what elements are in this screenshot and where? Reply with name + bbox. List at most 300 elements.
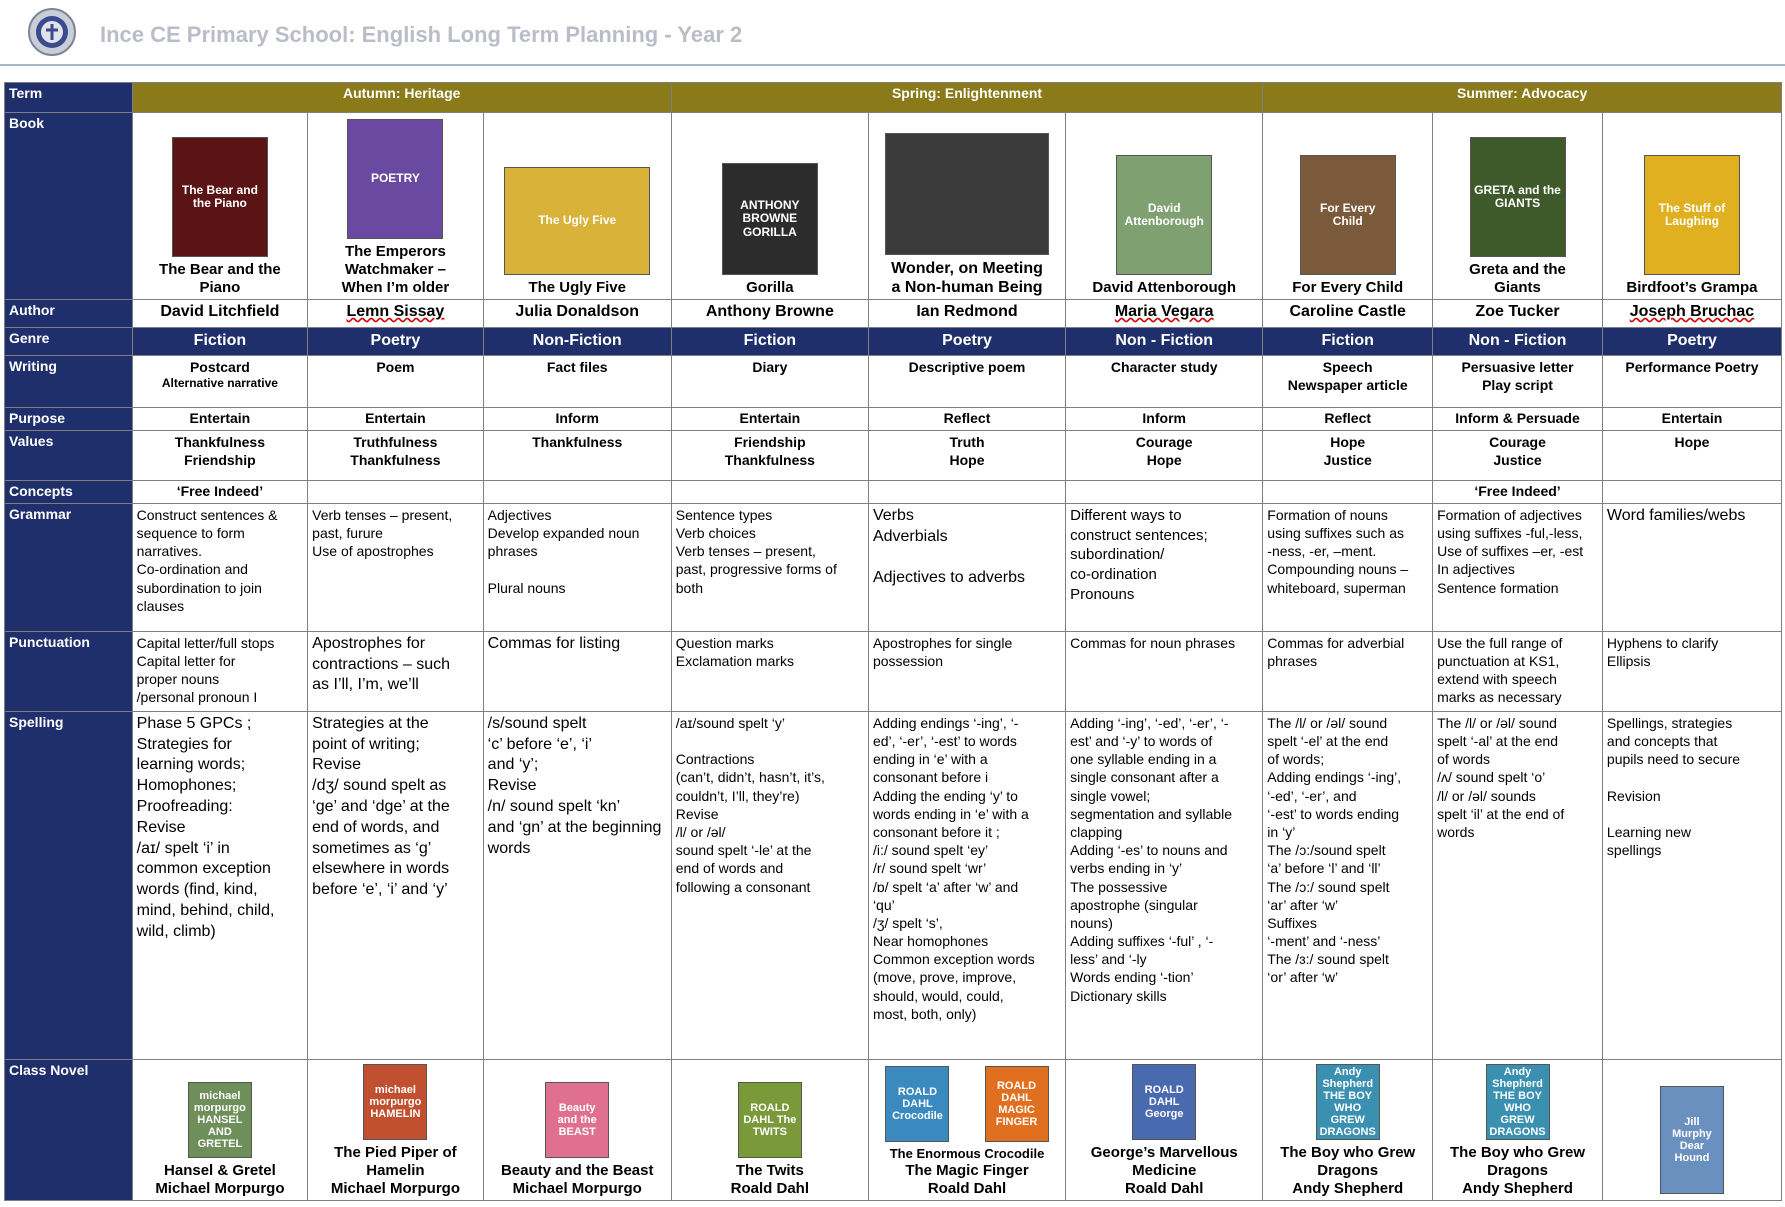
spelling-item: single consonant after a [1070, 769, 1219, 786]
spelling-item: ‘qu’ [872, 896, 895, 913]
novel-cover-text: ROALD DAHL George [1144, 1083, 1184, 1120]
spelling-item: Dictionary skills [1070, 987, 1167, 1004]
writing-item: Performance Poetry [1625, 359, 1759, 375]
value-item: Courage [1135, 433, 1193, 450]
writing-item: Diary [752, 359, 788, 375]
author-cell [1433, 300, 1603, 328]
grammar-item: past, furure [312, 525, 383, 541]
grammar-cell [1066, 503, 1263, 631]
punctuation-item: as I’ll, I’m, we’ll [312, 676, 419, 694]
spelling-item: of words [1437, 751, 1491, 768]
row-label-spelling: Spelling [5, 711, 133, 1059]
spelling-item: Common exception words [872, 951, 1035, 968]
novel-title: Beauty and the Beast [500, 1161, 654, 1179]
novel-cover-text: michael morpurgo HAMELIN [369, 1083, 422, 1120]
values-cell [1433, 430, 1603, 480]
spelling-item: Revise [675, 805, 719, 822]
spelling-item: /ɒ/ spelt ‘a’ after ‘w’ and [872, 878, 1019, 895]
grammar-item: Construct sentences & [136, 506, 278, 523]
spelling-item: (can’t, didn’t, hasn’t, it’s, [675, 769, 825, 786]
value-item: Justice [1493, 452, 1542, 469]
grammar-cell [132, 503, 308, 631]
novel-title: Michael Morpurgo [330, 1179, 460, 1197]
writing-cell [132, 356, 308, 408]
spelling-item: ‘ge’ and ‘dge’ at the [312, 798, 450, 815]
book-cell [132, 113, 308, 300]
author-name: Zoe Tucker [1475, 303, 1560, 320]
punctuation-item: Exclamation marks [675, 653, 795, 669]
concepts-cell [1263, 480, 1433, 503]
spelling-item: consonant before i [872, 769, 989, 786]
value-item: Truth [949, 433, 985, 450]
spelling-item: Revise [312, 756, 362, 774]
spelling-item: The /ɔ:/ sound spelt [1267, 878, 1390, 895]
purpose-cell: Inform [1066, 408, 1263, 431]
grammar-item: Formation of adjectives [1437, 506, 1582, 523]
book-cover-text: The Stuff of Laughing [1658, 200, 1726, 228]
punctuation-item: phrases [1267, 653, 1318, 669]
punctuation-item: Apostrophes for single [872, 634, 1013, 651]
spelling-item: The /ɔ:/sound spelt [1267, 842, 1386, 859]
values-cell [483, 430, 671, 480]
writing-cell [1602, 356, 1781, 408]
grammar-item: both [675, 579, 704, 596]
punctuation-item: Capital letter/full stops [136, 634, 275, 651]
novel-cover-image [545, 1082, 609, 1158]
genre-cell: Fiction [671, 328, 868, 356]
grammar-item: Pronouns [1070, 586, 1135, 603]
writing-item: Speech [1322, 359, 1373, 375]
writing-item: Postcard [189, 359, 250, 375]
punctuation-item: Question marks [675, 634, 774, 651]
book-title: When I’m older [341, 279, 450, 296]
purpose-cell: Entertain [132, 408, 308, 431]
punctuation-item: Commas for noun phrases [1070, 634, 1236, 651]
punctuation-item: Commas for listing [487, 634, 621, 652]
punctuation-cell [308, 631, 484, 711]
grammar-item: whiteboard, superman [1267, 579, 1406, 596]
writing-item: Play script [1482, 377, 1553, 394]
author-name: Joseph Bruchac [1629, 303, 1755, 320]
grammar-item: sequence to form [136, 525, 245, 541]
writing-cell [868, 356, 1065, 408]
writing-item: Fact files [546, 359, 608, 375]
spelling-item: Adding endings ‘-ing’, ‘- [872, 714, 1019, 731]
novel-title: Roald Dahl [927, 1179, 1007, 1197]
row-label-term: Term [5, 83, 133, 113]
spelling-item: elsewhere in words [312, 860, 450, 878]
row-label-concepts: Concepts [5, 480, 133, 503]
book-cell [868, 113, 1065, 300]
grammar-cell [671, 503, 868, 631]
punctuation-item: punctuation at KS1, [1437, 653, 1560, 669]
author-name: Anthony Browne [705, 303, 834, 320]
novel-cover-image [885, 1066, 949, 1142]
novel-cover-image [985, 1066, 1049, 1142]
concepts-cell: ‘Free Indeed’ [1433, 480, 1603, 503]
grammar-cell [308, 503, 484, 631]
author-cell [1066, 300, 1263, 328]
grammar-item: In adjectives [1437, 561, 1515, 578]
book-cover-image [347, 119, 443, 239]
grammar-item [488, 560, 667, 578]
spelling-item: /l/ or /əl/ sounds [1437, 787, 1536, 804]
grammar-item: subordination to join [136, 579, 262, 596]
class-novel-cell [671, 1059, 868, 1200]
spelling-item [676, 732, 864, 750]
concepts-cell [308, 480, 484, 503]
writing-item: Poem [376, 359, 415, 375]
writing-item: Descriptive poem [908, 359, 1026, 375]
row-label-writing: Writing [5, 356, 133, 408]
grammar-item: clauses [136, 597, 185, 614]
spelling-item: /ʒ/ spelt ‘s’, [872, 914, 943, 931]
spelling-item: ‘-ed’, ‘-er’, and [1267, 787, 1357, 804]
book-cell [1433, 113, 1603, 300]
book-cell [308, 113, 484, 300]
spelling-item: Homophones; [136, 777, 237, 795]
book-title: Greta and the [1469, 261, 1566, 278]
punctuation-item: proper nouns [136, 671, 220, 688]
novel-title: Roald Dahl [730, 1179, 810, 1197]
value-item: Hope [949, 452, 985, 469]
novel-title: Andy Shepherd [1292, 1179, 1404, 1197]
writing-cell [1066, 356, 1263, 408]
novel-title: The Magic Finger [905, 1161, 1029, 1179]
writing-cell [308, 356, 484, 408]
grammar-item: Verb tenses – present, [675, 543, 816, 560]
spelling-item: ‘ar’ after ‘w’ [1267, 896, 1339, 913]
genre-cell: Non - Fiction [1433, 328, 1603, 356]
book-title: The Emperors [344, 243, 446, 260]
grammar-item: Co-ordination and [136, 561, 248, 578]
novel-title: The Boy who Grew [1450, 1143, 1586, 1161]
value-item: Courage [1489, 433, 1546, 450]
spelling-item: and concepts that [1606, 733, 1718, 749]
purpose-cell: Reflect [1263, 408, 1433, 431]
punctuation-cell [671, 631, 868, 711]
grammar-item: Use of suffixes –er, -est [1437, 543, 1584, 560]
grammar-item [873, 547, 1061, 568]
punctuation-cell [1066, 631, 1263, 711]
author-cell [671, 300, 868, 328]
book-cell [1066, 113, 1263, 300]
grammar-item: -ness, -er, –ment. [1267, 543, 1377, 560]
purpose-cell: Inform & Persuade [1433, 408, 1603, 431]
term-header: Autumn: Heritage [132, 83, 671, 113]
book-cell [671, 113, 868, 300]
spelling-item: following a consonant [675, 878, 811, 895]
spelling-item: words [487, 839, 531, 857]
book-cover-text: ANTHONY BROWNE GORILLA [740, 198, 800, 239]
spelling-item: verbs ending in ‘y’ [1070, 860, 1183, 877]
spelling-item: learning words; [136, 756, 246, 774]
book-title: The Ugly Five [528, 279, 626, 296]
class-novel-cell [1602, 1059, 1781, 1200]
grammar-item: construct sentences; [1070, 526, 1208, 544]
novel-cover-image [1132, 1064, 1196, 1140]
spelling-item: spelt ‘-al’ at the end [1437, 733, 1558, 749]
spelling-cell [1066, 711, 1263, 1059]
novel-cover-text: Beauty and the BEAST [557, 1101, 597, 1138]
punctuation-cell [132, 631, 308, 711]
book-cover-text: David Attenborough [1124, 200, 1204, 228]
genre-cell: Fiction [1263, 328, 1433, 356]
book-cover-text: For Every Child [1320, 200, 1376, 228]
novel-cover-image [188, 1082, 252, 1158]
book-title: Watchmaker – [344, 261, 446, 278]
grammar-item: Adverbials [872, 527, 948, 545]
spelling-item: words ending in ‘e’ with a [872, 805, 1029, 822]
grammar-item: Verb tenses – present, [312, 506, 453, 523]
punctuation-cell [483, 631, 671, 711]
spelling-item: ending in ‘e’ with a [872, 751, 988, 768]
class-novel-cell [1066, 1059, 1263, 1200]
punctuation-item: /personal pronoun I [136, 689, 258, 706]
punctuation-cell [1433, 631, 1603, 711]
purpose-cell: Reflect [868, 408, 1065, 431]
spelling-item: clapping [1070, 823, 1123, 840]
class-novel-cell [868, 1059, 1065, 1200]
value-item: Thankfulness [724, 452, 815, 469]
spelling-item: and ‘y’; [487, 756, 539, 774]
spelling-item: The /ɜ:/ sound spelt [1267, 951, 1389, 968]
spelling-item: and ‘gn’ at the beginning [487, 818, 662, 836]
book-title: David Attenborough [1092, 279, 1236, 296]
concepts-cell [868, 480, 1065, 503]
spelling-item: /aɪ/sound spelt ‘y’ [675, 714, 786, 731]
novel-title: Hansel & Gretel [164, 1161, 276, 1179]
novel-cover-text: ROALD DAHL MAGIC FINGER [995, 1080, 1038, 1129]
values-cell [1602, 430, 1781, 480]
spelling-cell [671, 711, 868, 1059]
punctuation-item: Capital letter for [136, 653, 236, 669]
grammar-item: Plural nouns [487, 579, 566, 596]
values-cell [1066, 430, 1263, 480]
spelling-item: /s/sound spelt [487, 714, 587, 732]
grammar-item: Verbs [872, 506, 914, 524]
purpose-cell: Entertain [1602, 408, 1781, 431]
author-cell [1602, 300, 1781, 328]
writing-item: Character study [1110, 359, 1218, 375]
concepts-cell [671, 480, 868, 503]
spelling-item: mind, behind, child, [136, 901, 275, 919]
spelling-item: Suffixes [1267, 914, 1317, 931]
value-item: Thankfulness [174, 433, 266, 450]
genre-cell: Poetry [1602, 328, 1781, 356]
spelling-cell [1263, 711, 1433, 1059]
grammar-cell [483, 503, 671, 631]
spelling-item: Adding ‘-es’ to nouns and [1070, 842, 1228, 859]
spelling-cell [308, 711, 484, 1059]
book-title: a Non-human Being [891, 278, 1043, 296]
spelling-item: sound spelt ‘-le’ at the [675, 842, 812, 859]
school-crest-icon [28, 8, 76, 56]
values-cell [132, 430, 308, 480]
spelling-item: Strategies for [136, 735, 232, 753]
spelling-cell [868, 711, 1065, 1059]
novel-title: The Pied Piper of [334, 1143, 457, 1161]
book-cover-image [504, 167, 650, 275]
spelling-item: Proofreading: [136, 798, 233, 815]
spelling-item: most, both, only) [872, 1005, 977, 1022]
writing-cell [1433, 356, 1603, 408]
grammar-item: Use of apostrophes [312, 543, 434, 560]
page-header [0, 0, 1785, 64]
grammar-cell [868, 503, 1065, 631]
punctuation-item: marks as necessary [1437, 689, 1562, 706]
row-label-genre: Genre [5, 328, 133, 356]
spelling-item: /l/ or /əl/ [675, 823, 726, 840]
book-title: The Bear and the [159, 261, 281, 278]
author-name: Ian Redmond [916, 303, 1018, 320]
book-cover-image [172, 137, 268, 257]
punctuation-item: Apostrophes for [312, 634, 426, 652]
punctuation-item: Hyphens to clarify [1606, 634, 1719, 651]
author-cell [868, 300, 1065, 328]
spelling-item: Revise [136, 818, 186, 836]
author-name: Julia Donaldson [515, 303, 639, 320]
row-label-grammar: Grammar [5, 503, 133, 631]
book-cover-image [1300, 155, 1396, 275]
spelling-item: ‘-est’ to words ending [1267, 805, 1400, 822]
spelling-item: ‘a’ before ‘l’ and ‘ll’ [1267, 860, 1381, 877]
grammar-cell [1602, 503, 1781, 631]
purpose-cell: Entertain [308, 408, 484, 431]
novel-title: Medicine [1132, 1161, 1197, 1179]
row-label-author: Author [5, 300, 133, 328]
spelling-item: The /l/ or /əl/ sound [1437, 714, 1557, 731]
grammar-item: Adjectives to adverbs [872, 569, 1026, 587]
spelling-cell [483, 711, 671, 1059]
class-novel-cell [308, 1059, 484, 1200]
writing-item: Alternative narrative [161, 376, 278, 391]
novel-cover-text: ROALD DAHL Crocodile [892, 1086, 943, 1123]
book-title: Gorilla [746, 279, 794, 296]
term-header: Summer: Advocacy [1263, 83, 1782, 113]
concepts-cell: ‘Free Indeed’ [132, 480, 308, 503]
spelling-cell [132, 711, 308, 1059]
spelling-item: pupils need to secure [1606, 751, 1741, 768]
genre-cell: Non - Fiction [1066, 328, 1263, 356]
genre-cell: Non-Fiction [483, 328, 671, 356]
writing-cell [483, 356, 671, 408]
writing-item: Persuasive letter [1461, 359, 1574, 375]
novel-title: Hamelin [366, 1161, 425, 1179]
values-cell [671, 430, 868, 480]
book-title: Wonder, on Meeting [891, 259, 1043, 277]
spelling-item: end of words, and [312, 818, 440, 836]
spelling-item: /i:/ sound spelt ‘ey’ [872, 842, 989, 859]
spelling-cell [1602, 711, 1781, 1059]
spelling-item: Near homophones [872, 933, 989, 950]
spelling-item: Adding suffixes ‘-ful’ , ‘- [1070, 933, 1214, 950]
writing-cell [671, 356, 868, 408]
value-item: Hope [1146, 452, 1182, 469]
grammar-item: Sentence types [675, 506, 773, 523]
spelling-cell [1433, 711, 1603, 1059]
novel-title: The Boy who Grew [1280, 1143, 1416, 1161]
spelling-item: Phase 5 GPCs ; [136, 714, 252, 732]
book-title: Giants [1494, 279, 1541, 296]
spelling-item: less’ and ‘-ly [1070, 951, 1147, 968]
values-cell [868, 430, 1065, 480]
punctuation-cell [1263, 631, 1433, 711]
spelling-item: /r/ sound spelt ‘wr’ [872, 860, 987, 877]
spelling-item: nouns) [1070, 914, 1113, 931]
novel-title: Dragons [1487, 1161, 1548, 1179]
novel-cover-image [1486, 1064, 1550, 1140]
value-item: Hope [1674, 433, 1710, 450]
punctuation-item: Ellipsis [1606, 653, 1651, 669]
book-cover-text: The Ugly Five [538, 213, 617, 228]
punctuation-cell [1602, 631, 1781, 711]
row-label-class-novel: Class Novel [5, 1059, 133, 1200]
writing-item: Newspaper article [1287, 377, 1408, 394]
spelling-item: one syllable ending in a [1070, 751, 1217, 768]
grammar-cell [1433, 503, 1603, 631]
grammar-item: Compounding nouns – [1267, 561, 1409, 578]
grammar-item: using suffixes such as [1267, 525, 1405, 541]
punctuation-item: Use the full range of [1437, 634, 1563, 651]
book-cover-text: GRETA and the GIANTS [1474, 182, 1561, 210]
spelling-item: Adding the ending ‘y’ to [872, 787, 1018, 804]
author-cell [1263, 300, 1433, 328]
spelling-item: ‘or’ after ‘w’ [1267, 969, 1339, 986]
term-header: Spring: Enlightenment [671, 83, 1263, 113]
spelling-item: Strategies at the [312, 714, 429, 732]
spelling-item [1607, 805, 1777, 823]
spelling-item: spellings [1606, 842, 1662, 859]
spelling-item: segmentation and syllable [1070, 805, 1232, 822]
grammar-item: co-ordination [1070, 566, 1157, 584]
book-cover-text: The Bear and the Piano [181, 182, 258, 210]
book-cover-text: POETRY [370, 171, 420, 186]
grammar-item: Word families/webs [1606, 506, 1746, 524]
spelling-item: Spellings, strategies [1606, 714, 1733, 731]
novel-cover-text: ROALD DAHL The TWITS [743, 1101, 797, 1138]
value-item: Hope [1330, 433, 1366, 450]
header-divider [0, 64, 1785, 66]
spelling-item: spelt ‘-el’ at the end [1267, 733, 1389, 749]
spelling-item: point of writing; [312, 735, 420, 753]
spelling-item: apostrophe (singular [1070, 896, 1198, 913]
grammar-item: phrases [487, 543, 538, 560]
spelling-item: /ʌ/ sound spelt ‘o’ [1437, 769, 1546, 786]
author-name: David Litchfield [160, 303, 280, 320]
author-cell [483, 300, 671, 328]
grammar-item: Adjectives [487, 506, 552, 523]
novel-cover-text: michael morpurgo HANSEL AND GRETEL [193, 1089, 246, 1150]
novel-title: Roald Dahl [1125, 1179, 1204, 1197]
spelling-item: consonant before it ; [872, 823, 1000, 840]
book-cover-image [1644, 155, 1740, 275]
spelling-item: in ‘y’ [1267, 823, 1296, 840]
spelling-item: ed’, ‘-er’, ‘-est’ to words [872, 733, 1017, 749]
row-label-values: Values [5, 430, 133, 480]
values-cell [308, 430, 484, 480]
author-cell [308, 300, 484, 328]
punctuation-item: possession [872, 653, 943, 669]
spelling-item: single vowel; [1070, 787, 1151, 804]
writing-cell [1263, 356, 1433, 408]
punctuation-item: contractions – such [312, 655, 451, 673]
genre-cell: Poetry [308, 328, 484, 356]
class-novel-cell [1433, 1059, 1603, 1200]
spelling-item: couldn’t, I’ll, they’re) [675, 787, 800, 804]
grammar-item: Different ways to [1070, 506, 1182, 524]
class-novel-cell [1263, 1059, 1433, 1200]
